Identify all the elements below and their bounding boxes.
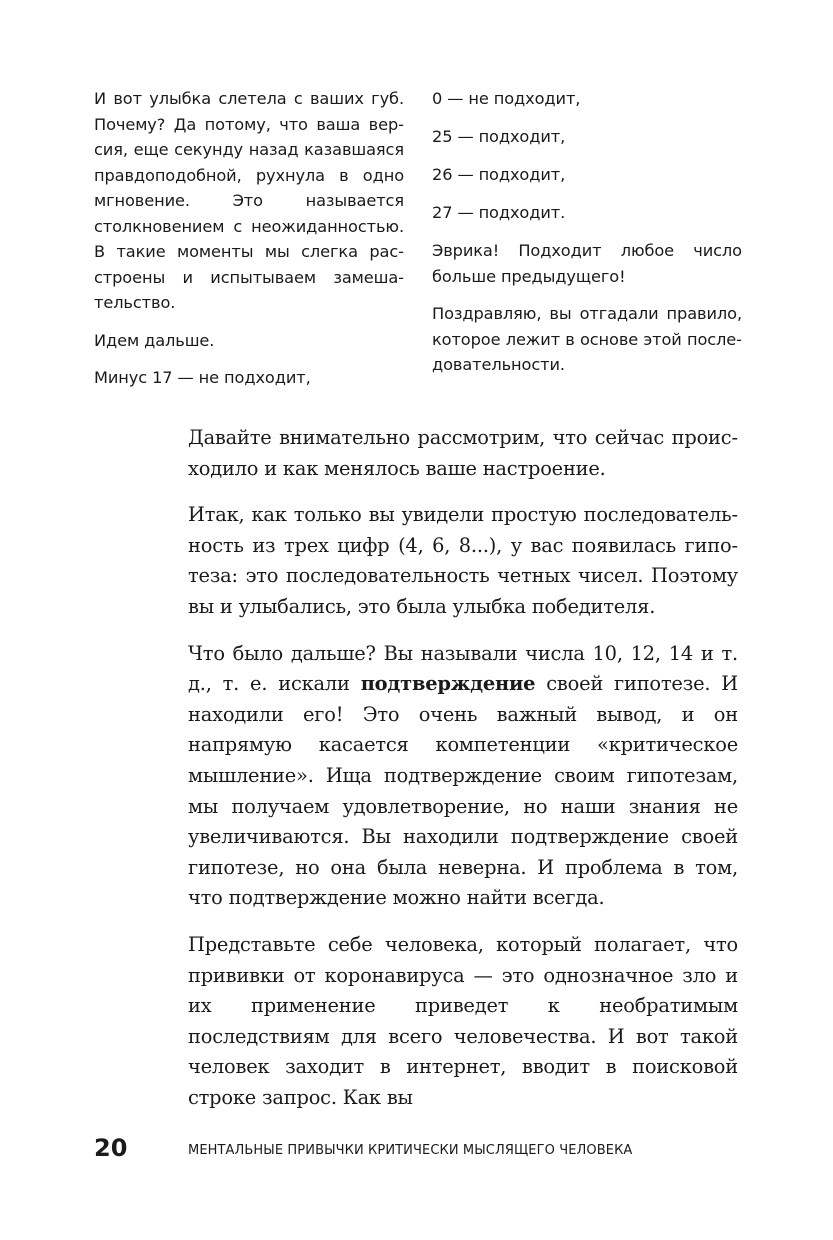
right-column [432,86,742,390]
right-paragraph-congrats: Поздравляю, вы отгадали правило, которое лежит в основе этой последовательности. [432,304,742,374]
page-number: 20 [94,1134,128,1162]
main-paragraph-1: Давайте внимательно рассмотрим, что сейчас происходило и как менялось ваше настроение. [188,426,738,480]
bold-term-confirmation: подтверждение [360,672,536,696]
right-line-2: 25 — подходит, [432,127,566,146]
right-line-4: 27 — подходит. [432,203,566,222]
right-line-1: 0 — не подходит, [432,89,581,108]
main-text [188,423,738,1129]
left-paragraph-3: Минус 17 — не подходит, [94,368,311,387]
main-paragraph-3-end: своей гипотезе. И находили его! Это очень важный вывод, и он напрямую касается компетенции «критическое мышление». Ища подтверждение своим гипотезам, мы получаем удовлетворение, но наши знания не увеличиваются. Вы находили подтверждение своей гипотезе, но она была неверна. И проблема в том, что подтверждение можно найти всегда. [188,672,738,910]
left-column [94,86,404,403]
right-paragraph-eureka: Эврика! Подходит любое число больше предыдущего! [432,241,742,286]
left-paragraph-2: Идем дальше. [94,330,215,350]
left-paragraph-1: И вот улыбка слетела с ваших губ. Почему? Да потому, что ваша версия, еще секунду назад казавшаяся правдоподобной, рухнула в одно мгновение. Это называется столкновением с неожиданностью. В такие моменты мы слегка расстроены и испытываем замешательство. [94,89,404,312]
main-paragraph-4: Представьте себе человека, который полагает, что прививки от коронавируса — это однозначное зло и их применение приведет к необратимым последствиям для всего человечества. И вот такой человек заходит в интернет, вводит в поисковой строке запрос. Как вы [188,932,738,1109]
main-paragraph-2: Итак, как только вы увидели простую последовательность из трех цифр (4, 6, 8...), у вас появилась гипотеза: это последовательность четных чисел. Поэтому вы и улыбались, это была улыбка победителя. [188,503,738,618]
main-paragraph-3 [188,639,738,914]
main-paragraph-3-start: Что было дальше? Вы называли числа 10, 12, 14 и т. д., т. е. искали [188,641,738,696]
running-title: МЕНТАЛЬНЫЕ ПРИВЫЧКИ КРИТИЧЕСКИ МЫСЛЯЩЕГО ЧЕЛОВЕКА [188,1143,633,1158]
right-line-3: 26 — подходит, [432,165,566,184]
